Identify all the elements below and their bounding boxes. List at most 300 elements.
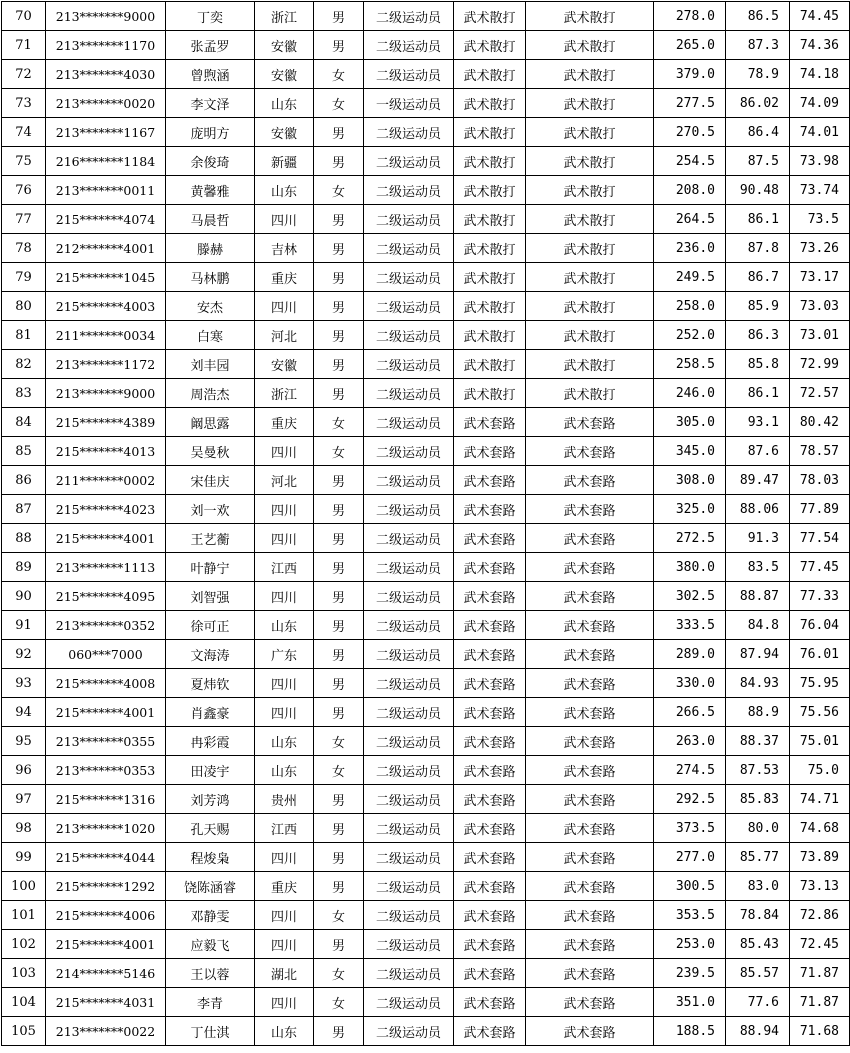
athlete-level-cell: 二级运动员 (364, 727, 454, 756)
name-cell: 肖鑫豪 (166, 698, 255, 727)
event-cell: 武术散打 (526, 321, 654, 350)
gender-cell: 男 (314, 814, 364, 843)
score-a-cell: 188.5 (654, 1017, 726, 1046)
total-score-cell: 72.57 (790, 379, 850, 408)
score-b-cell: 93.1 (726, 408, 790, 437)
gender-cell: 男 (314, 205, 364, 234)
table-row (2, 147, 850, 176)
gender-cell: 女 (314, 176, 364, 205)
category-cell: 武术套路 (454, 524, 526, 553)
event-cell: 武术套路 (526, 553, 654, 582)
gender-cell: 男 (314, 147, 364, 176)
score-b-cell: 89.47 (726, 466, 790, 495)
score-b-cell: 86.1 (726, 379, 790, 408)
score-a-cell: 325.0 (654, 495, 726, 524)
event-cell: 武术套路 (526, 640, 654, 669)
candidate-id-cell: 211*******0034 (46, 321, 166, 350)
category-cell: 武术散打 (454, 205, 526, 234)
candidate-id-cell: 215*******4389 (46, 408, 166, 437)
score-b-cell: 77.6 (726, 988, 790, 1017)
score-a-cell: 263.0 (654, 727, 726, 756)
score-a-cell: 264.5 (654, 205, 726, 234)
candidate-id-cell: 215*******1292 (46, 872, 166, 901)
category-cell: 武术套路 (454, 495, 526, 524)
row-number-cell: 90 (2, 582, 46, 611)
total-score-cell: 75.0 (790, 756, 850, 785)
total-score-cell: 74.36 (790, 31, 850, 60)
gender-cell: 男 (314, 466, 364, 495)
name-cell: 叶静宁 (166, 553, 255, 582)
table-row (2, 118, 850, 147)
row-number-cell: 104 (2, 988, 46, 1017)
total-score-cell: 75.56 (790, 698, 850, 727)
total-score-cell: 73.26 (790, 234, 850, 263)
gender-cell: 男 (314, 669, 364, 698)
score-a-cell: 330.0 (654, 669, 726, 698)
table-row (2, 785, 850, 814)
name-cell: 文海涛 (166, 640, 255, 669)
province-cell: 四川 (255, 901, 314, 930)
score-b-cell: 84.93 (726, 669, 790, 698)
event-cell: 武术散打 (526, 263, 654, 292)
category-cell: 武术套路 (454, 843, 526, 872)
score-b-cell: 87.6 (726, 437, 790, 466)
athlete-level-cell: 二级运动员 (364, 321, 454, 350)
row-number-cell: 82 (2, 350, 46, 379)
table-row (2, 872, 850, 901)
name-cell: 吴曼秋 (166, 437, 255, 466)
score-b-cell: 83.0 (726, 872, 790, 901)
candidate-id-cell: 215*******4023 (46, 495, 166, 524)
gender-cell: 男 (314, 234, 364, 263)
gender-cell: 男 (314, 843, 364, 872)
table-row (2, 843, 850, 872)
gender-cell: 男 (314, 379, 364, 408)
gender-cell: 男 (314, 553, 364, 582)
row-number-cell: 74 (2, 118, 46, 147)
province-cell: 山东 (255, 1017, 314, 1046)
event-cell: 武术套路 (526, 437, 654, 466)
province-cell: 江西 (255, 553, 314, 582)
name-cell: 刘丰园 (166, 350, 255, 379)
event-cell: 武术套路 (526, 959, 654, 988)
row-number-cell: 100 (2, 872, 46, 901)
name-cell: 邓静雯 (166, 901, 255, 930)
name-cell: 李文泽 (166, 89, 255, 118)
score-a-cell: 254.5 (654, 147, 726, 176)
athlete-level-cell: 二级运动员 (364, 2, 454, 31)
total-score-cell: 74.45 (790, 2, 850, 31)
results-table (1, 1, 850, 1046)
event-cell: 武术散打 (526, 379, 654, 408)
score-b-cell: 86.4 (726, 118, 790, 147)
event-cell: 武术套路 (526, 988, 654, 1017)
score-a-cell: 274.5 (654, 756, 726, 785)
table-row (2, 350, 850, 379)
table-row (2, 727, 850, 756)
total-score-cell: 74.01 (790, 118, 850, 147)
table-row (2, 698, 850, 727)
score-b-cell: 85.9 (726, 292, 790, 321)
province-cell: 四川 (255, 988, 314, 1017)
row-number-cell: 94 (2, 698, 46, 727)
province-cell: 四川 (255, 292, 314, 321)
event-cell: 武术散打 (526, 205, 654, 234)
gender-cell: 男 (314, 118, 364, 147)
score-b-cell: 88.94 (726, 1017, 790, 1046)
gender-cell: 女 (314, 988, 364, 1017)
row-number-cell: 72 (2, 60, 46, 89)
event-cell: 武术套路 (526, 843, 654, 872)
table-row (2, 89, 850, 118)
row-number-cell: 87 (2, 495, 46, 524)
province-cell: 贵州 (255, 785, 314, 814)
event-cell: 武术散打 (526, 292, 654, 321)
candidate-id-cell: 215*******4074 (46, 205, 166, 234)
table-row (2, 756, 850, 785)
athlete-level-cell: 二级运动员 (364, 466, 454, 495)
total-score-cell: 74.68 (790, 814, 850, 843)
row-number-cell: 96 (2, 756, 46, 785)
category-cell: 武术散打 (454, 176, 526, 205)
total-score-cell: 74.71 (790, 785, 850, 814)
category-cell: 武术套路 (454, 959, 526, 988)
province-cell: 新疆 (255, 147, 314, 176)
score-a-cell: 246.0 (654, 379, 726, 408)
athlete-level-cell: 二级运动员 (364, 408, 454, 437)
event-cell: 武术散打 (526, 31, 654, 60)
total-score-cell: 74.09 (790, 89, 850, 118)
athlete-level-cell: 二级运动员 (364, 930, 454, 959)
athlete-level-cell: 二级运动员 (364, 263, 454, 292)
total-score-cell: 73.17 (790, 263, 850, 292)
province-cell: 重庆 (255, 408, 314, 437)
candidate-id-cell: 215*******1045 (46, 263, 166, 292)
athlete-level-cell: 二级运动员 (364, 234, 454, 263)
candidate-id-cell: 216*******1184 (46, 147, 166, 176)
row-number-cell: 84 (2, 408, 46, 437)
athlete-level-cell: 二级运动员 (364, 843, 454, 872)
candidate-id-cell: 213*******0353 (46, 756, 166, 785)
province-cell: 河北 (255, 466, 314, 495)
event-cell: 武术散打 (526, 118, 654, 147)
score-b-cell: 85.57 (726, 959, 790, 988)
name-cell: 黄馨雅 (166, 176, 255, 205)
name-cell: 庞明方 (166, 118, 255, 147)
row-number-cell: 88 (2, 524, 46, 553)
row-number-cell: 98 (2, 814, 46, 843)
province-cell: 四川 (255, 843, 314, 872)
province-cell: 湖北 (255, 959, 314, 988)
category-cell: 武术套路 (454, 698, 526, 727)
candidate-id-cell: 213*******1167 (46, 118, 166, 147)
province-cell: 山东 (255, 756, 314, 785)
category-cell: 武术散打 (454, 292, 526, 321)
name-cell: 王以蓉 (166, 959, 255, 988)
gender-cell: 男 (314, 698, 364, 727)
total-score-cell: 76.04 (790, 611, 850, 640)
category-cell: 武术散打 (454, 89, 526, 118)
row-number-cell: 71 (2, 31, 46, 60)
event-cell: 武术套路 (526, 727, 654, 756)
gender-cell: 男 (314, 930, 364, 959)
score-a-cell: 289.0 (654, 640, 726, 669)
candidate-id-cell: 213*******9000 (46, 379, 166, 408)
province-cell: 广东 (255, 640, 314, 669)
athlete-level-cell: 二级运动员 (364, 176, 454, 205)
gender-cell: 女 (314, 959, 364, 988)
province-cell: 四川 (255, 698, 314, 727)
score-a-cell: 266.5 (654, 698, 726, 727)
category-cell: 武术套路 (454, 611, 526, 640)
province-cell: 安徽 (255, 118, 314, 147)
total-score-cell: 71.68 (790, 1017, 850, 1046)
table-row (2, 988, 850, 1017)
category-cell: 武术散打 (454, 2, 526, 31)
candidate-id-cell: 213*******0020 (46, 89, 166, 118)
candidate-id-cell: 215*******4001 (46, 698, 166, 727)
province-cell: 四川 (255, 437, 314, 466)
score-a-cell: 265.0 (654, 31, 726, 60)
candidate-id-cell: 060***7000 (46, 640, 166, 669)
category-cell: 武术套路 (454, 466, 526, 495)
table-row (2, 379, 850, 408)
table-row (2, 1017, 850, 1046)
name-cell: 安杰 (166, 292, 255, 321)
total-score-cell: 73.03 (790, 292, 850, 321)
row-number-cell: 77 (2, 205, 46, 234)
score-b-cell: 87.53 (726, 756, 790, 785)
name-cell: 徐可正 (166, 611, 255, 640)
candidate-id-cell: 213*******0011 (46, 176, 166, 205)
name-cell: 曾煦涵 (166, 60, 255, 89)
candidate-id-cell: 215*******4031 (46, 988, 166, 1017)
table-row (2, 901, 850, 930)
athlete-level-cell: 二级运动员 (364, 901, 454, 930)
row-number-cell: 101 (2, 901, 46, 930)
total-score-cell: 80.42 (790, 408, 850, 437)
gender-cell: 男 (314, 524, 364, 553)
score-b-cell: 85.83 (726, 785, 790, 814)
score-a-cell: 308.0 (654, 466, 726, 495)
row-number-cell: 97 (2, 785, 46, 814)
candidate-id-cell: 213*******0355 (46, 727, 166, 756)
total-score-cell: 78.03 (790, 466, 850, 495)
table-row (2, 495, 850, 524)
category-cell: 武术套路 (454, 785, 526, 814)
table-row (2, 234, 850, 263)
gender-cell: 女 (314, 89, 364, 118)
row-number-cell: 89 (2, 553, 46, 582)
category-cell: 武术套路 (454, 582, 526, 611)
gender-cell: 男 (314, 321, 364, 350)
score-a-cell: 351.0 (654, 988, 726, 1017)
province-cell: 浙江 (255, 379, 314, 408)
table-row (2, 582, 850, 611)
gender-cell: 女 (314, 727, 364, 756)
score-a-cell: 239.5 (654, 959, 726, 988)
province-cell: 河北 (255, 321, 314, 350)
category-cell: 武术套路 (454, 756, 526, 785)
category-cell: 武术散打 (454, 263, 526, 292)
table-row (2, 408, 850, 437)
province-cell: 四川 (255, 582, 314, 611)
name-cell: 李青 (166, 988, 255, 1017)
score-a-cell: 236.0 (654, 234, 726, 263)
athlete-level-cell: 二级运动员 (364, 640, 454, 669)
row-number-cell: 76 (2, 176, 46, 205)
province-cell: 山东 (255, 611, 314, 640)
candidate-id-cell: 213*******1170 (46, 31, 166, 60)
athlete-level-cell: 二级运动员 (364, 611, 454, 640)
category-cell: 武术套路 (454, 727, 526, 756)
table-row (2, 2, 850, 31)
event-cell: 武术套路 (526, 872, 654, 901)
category-cell: 武术套路 (454, 814, 526, 843)
name-cell: 孔天赐 (166, 814, 255, 843)
score-a-cell: 380.0 (654, 553, 726, 582)
row-number-cell: 78 (2, 234, 46, 263)
score-b-cell: 86.5 (726, 2, 790, 31)
gender-cell: 男 (314, 582, 364, 611)
category-cell: 武术散打 (454, 60, 526, 89)
score-a-cell: 258.0 (654, 292, 726, 321)
name-cell: 饶陈涵睿 (166, 872, 255, 901)
total-score-cell: 73.89 (790, 843, 850, 872)
name-cell: 王艺蘅 (166, 524, 255, 553)
score-a-cell: 249.5 (654, 263, 726, 292)
table-row (2, 205, 850, 234)
athlete-level-cell: 二级运动员 (364, 553, 454, 582)
event-cell: 武术散打 (526, 176, 654, 205)
event-cell: 武术散打 (526, 2, 654, 31)
table-row (2, 959, 850, 988)
candidate-id-cell: 215*******4095 (46, 582, 166, 611)
row-number-cell: 95 (2, 727, 46, 756)
row-number-cell: 99 (2, 843, 46, 872)
candidate-id-cell: 213*******1020 (46, 814, 166, 843)
athlete-level-cell: 二级运动员 (364, 814, 454, 843)
table-row (2, 437, 850, 466)
table-row (2, 176, 850, 205)
row-number-cell: 79 (2, 263, 46, 292)
row-number-cell: 70 (2, 2, 46, 31)
event-cell: 武术套路 (526, 785, 654, 814)
candidate-id-cell: 211*******0002 (46, 466, 166, 495)
province-cell: 四川 (255, 524, 314, 553)
table-row (2, 321, 850, 350)
athlete-level-cell: 二级运动员 (364, 437, 454, 466)
gender-cell: 女 (314, 60, 364, 89)
athlete-level-cell: 二级运动员 (364, 292, 454, 321)
province-cell: 浙江 (255, 2, 314, 31)
category-cell: 武术散打 (454, 350, 526, 379)
score-a-cell: 277.5 (654, 89, 726, 118)
gender-cell: 男 (314, 872, 364, 901)
total-score-cell: 72.45 (790, 930, 850, 959)
event-cell: 武术套路 (526, 669, 654, 698)
athlete-level-cell: 二级运动员 (364, 147, 454, 176)
event-cell: 武术套路 (526, 1017, 654, 1046)
table-row (2, 611, 850, 640)
total-score-cell: 77.33 (790, 582, 850, 611)
total-score-cell: 72.99 (790, 350, 850, 379)
row-number-cell: 83 (2, 379, 46, 408)
score-b-cell: 88.06 (726, 495, 790, 524)
total-score-cell: 73.13 (790, 872, 850, 901)
total-score-cell: 71.87 (790, 988, 850, 1017)
event-cell: 武术散打 (526, 60, 654, 89)
event-cell: 武术套路 (526, 901, 654, 930)
athlete-level-cell: 二级运动员 (364, 205, 454, 234)
total-score-cell: 78.57 (790, 437, 850, 466)
name-cell: 丁仕淇 (166, 1017, 255, 1046)
score-a-cell: 379.0 (654, 60, 726, 89)
score-b-cell: 85.8 (726, 350, 790, 379)
total-score-cell: 74.18 (790, 60, 850, 89)
row-number-cell: 91 (2, 611, 46, 640)
total-score-cell: 73.74 (790, 176, 850, 205)
candidate-id-cell: 215*******4001 (46, 524, 166, 553)
gender-cell: 男 (314, 2, 364, 31)
name-cell: 周浩杰 (166, 379, 255, 408)
score-b-cell: 88.37 (726, 727, 790, 756)
category-cell: 武术散打 (454, 118, 526, 147)
candidate-id-cell: 215*******4044 (46, 843, 166, 872)
gender-cell: 女 (314, 756, 364, 785)
candidate-id-cell: 212*******4001 (46, 234, 166, 263)
candidate-id-cell: 213*******0022 (46, 1017, 166, 1046)
event-cell: 武术散打 (526, 89, 654, 118)
category-cell: 武术套路 (454, 553, 526, 582)
gender-cell: 男 (314, 31, 364, 60)
gender-cell: 女 (314, 901, 364, 930)
name-cell: 余俊琦 (166, 147, 255, 176)
total-score-cell: 73.5 (790, 205, 850, 234)
candidate-id-cell: 213*******0352 (46, 611, 166, 640)
row-number-cell: 102 (2, 930, 46, 959)
athlete-level-cell: 二级运动员 (364, 785, 454, 814)
athlete-level-cell: 二级运动员 (364, 756, 454, 785)
name-cell: 刘芳鸿 (166, 785, 255, 814)
athlete-level-cell: 二级运动员 (364, 959, 454, 988)
row-number-cell: 105 (2, 1017, 46, 1046)
score-b-cell: 88.87 (726, 582, 790, 611)
event-cell: 武术套路 (526, 756, 654, 785)
candidate-id-cell: 214*******5146 (46, 959, 166, 988)
score-b-cell: 85.43 (726, 930, 790, 959)
table-row (2, 292, 850, 321)
gender-cell: 男 (314, 263, 364, 292)
table-row (2, 60, 850, 89)
gender-cell: 男 (314, 1017, 364, 1046)
gender-cell: 女 (314, 437, 364, 466)
candidate-id-cell: 213*******9000 (46, 2, 166, 31)
row-number-cell: 73 (2, 89, 46, 118)
score-a-cell: 277.0 (654, 843, 726, 872)
table-row (2, 930, 850, 959)
event-cell: 武术套路 (526, 582, 654, 611)
candidate-id-cell: 213*******1113 (46, 553, 166, 582)
score-a-cell: 345.0 (654, 437, 726, 466)
province-cell: 四川 (255, 495, 314, 524)
province-cell: 安徽 (255, 60, 314, 89)
table-row (2, 524, 850, 553)
name-cell: 宋佳庆 (166, 466, 255, 495)
score-b-cell: 88.9 (726, 698, 790, 727)
category-cell: 武术散打 (454, 321, 526, 350)
name-cell: 应毅飞 (166, 930, 255, 959)
